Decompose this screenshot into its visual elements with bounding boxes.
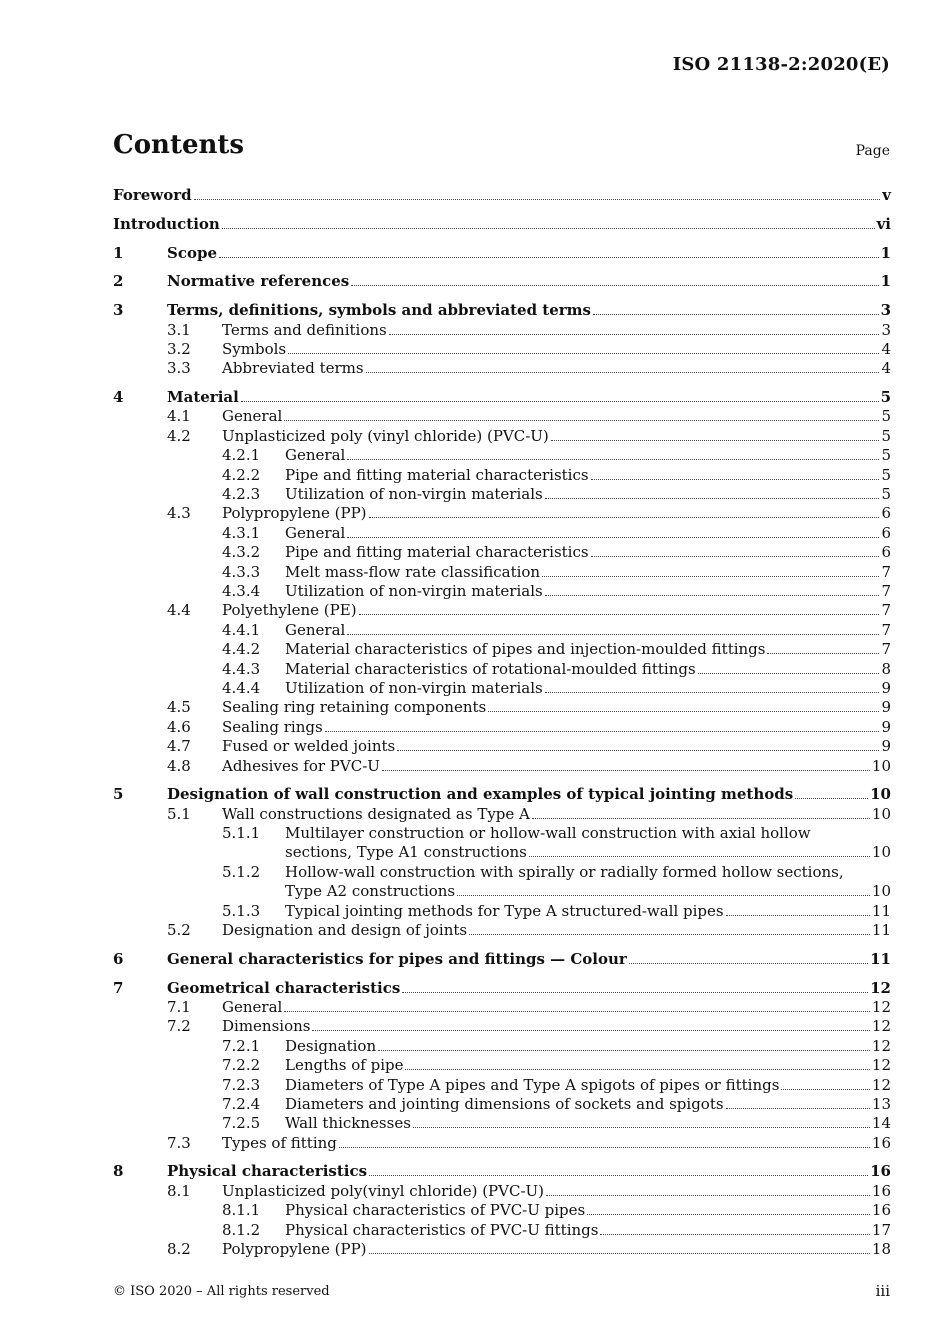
toc-entry-number: 7	[113, 978, 124, 997]
toc-entry-number: 3.1	[167, 320, 191, 339]
toc-entry-number: 5.1.2	[222, 862, 261, 881]
dot-leader	[402, 992, 868, 993]
toc-entry-title: Pipe and fitting material characteristics	[285, 465, 589, 484]
toc-entry-number: 7.2.2	[222, 1056, 261, 1075]
toc-entry-page: 16	[871, 1133, 891, 1152]
toc-entry-number: 7.2.3	[222, 1075, 261, 1094]
toc-entry-title: Designation of wall construction and examples of typical jointing methods	[167, 785, 794, 804]
toc-entry[interactable]	[113, 388, 891, 407]
toc-entry-page: 3	[881, 320, 891, 339]
dot-leader	[397, 750, 879, 751]
toc-entry-page: 10	[871, 882, 891, 901]
toc-entry-number: 2	[113, 272, 124, 291]
toc-entry-page: 10	[871, 804, 891, 823]
toc-entry-title: Hollow-wall construction with spirally or radially formed hollow sections,	[285, 862, 844, 881]
toc-entry-number: 8.1	[167, 1181, 191, 1200]
toc-entry-page: 4	[881, 359, 891, 378]
dot-leader	[488, 711, 879, 712]
toc-entry[interactable]	[113, 321, 891, 340]
toc-entry[interactable]	[113, 640, 891, 659]
toc-entry-page: 11	[871, 901, 891, 920]
toc-entry-title: General	[222, 407, 283, 426]
dot-leader	[781, 1089, 869, 1090]
dot-leader	[312, 1030, 869, 1031]
toc-entry[interactable]	[113, 979, 891, 998]
toc-entry-page: 5	[881, 465, 891, 484]
toc-entry-title: Geometrical characteristics	[167, 978, 401, 997]
toc-entry[interactable]	[113, 921, 891, 940]
toc-entry-number: 4.4	[167, 601, 191, 620]
toc-entry-title-continued: sections, Type A1 constructions	[285, 843, 527, 862]
dot-leader	[347, 634, 879, 635]
toc-entry-page: 5	[881, 485, 891, 504]
toc-entry-page: 10	[870, 785, 891, 804]
toc-entry-number: 4.2.2	[222, 465, 261, 484]
toc-entry-title: General	[222, 997, 283, 1016]
toc-entry[interactable]	[113, 340, 891, 359]
toc-entry-continuation[interactable]	[113, 882, 891, 901]
toc-entry-page: 7	[881, 620, 891, 639]
toc-entry[interactable]	[113, 1056, 891, 1075]
toc-entry[interactable]	[113, 1162, 891, 1181]
toc-entry-title-continued: Type A2 constructions	[285, 882, 456, 901]
toc-entry[interactable]	[113, 950, 891, 969]
toc-entry-title: Pipe and fitting material characteristics	[285, 543, 589, 562]
toc-entry-page: 5	[881, 407, 891, 426]
toc-entry[interactable]	[113, 863, 891, 882]
toc-entry[interactable]	[113, 524, 891, 543]
toc-entry-title: Wall thicknesses	[285, 1114, 411, 1133]
toc-entry-page: 17	[871, 1220, 891, 1239]
toc-entry-number: 7.2.5	[222, 1114, 261, 1133]
toc-entry-number: 4.2.3	[222, 485, 261, 504]
toc-entry-page: 11	[870, 949, 891, 968]
toc-entry-title: Utilization of non-virgin materials	[285, 485, 543, 504]
toc-entry-title: General	[285, 620, 346, 639]
toc-entry[interactable]	[113, 582, 891, 601]
toc-entry-number: 4.3.3	[222, 562, 261, 581]
toc-entry-title: Dimensions	[222, 1017, 311, 1036]
toc-entry-title: Polypropylene (PP)	[222, 504, 367, 523]
dot-leader	[369, 1175, 868, 1176]
dot-leader	[413, 1127, 870, 1128]
toc-entry-number: 4	[113, 388, 124, 407]
toc-entry[interactable]	[113, 485, 891, 504]
dot-leader	[378, 1050, 870, 1051]
toc-entry[interactable]	[113, 1037, 891, 1056]
toc-entry[interactable]	[113, 1201, 891, 1220]
toc-entry-title: Scope	[167, 243, 218, 262]
toc-entry-page: 12	[870, 978, 891, 997]
toc-entry-page: 16	[871, 1201, 891, 1220]
dot-leader	[347, 537, 879, 538]
dot-leader	[222, 228, 875, 229]
dot-leader	[288, 353, 879, 354]
toc-entry-number: 4.2.1	[222, 446, 261, 465]
toc-entry-page: 6	[881, 504, 891, 523]
page-title: Contents	[113, 130, 245, 160]
toc-entry-page: 12	[871, 1017, 891, 1036]
toc-entry[interactable]	[113, 215, 891, 234]
dot-leader	[366, 372, 880, 373]
toc-entry-page: 6	[881, 543, 891, 562]
toc-entry-number: 4.1	[167, 407, 191, 426]
toc-entry-title: Abbreviated terms	[222, 359, 364, 378]
toc-entry-title: Designation	[285, 1036, 377, 1055]
toc-entry-page: vi	[876, 214, 891, 233]
toc-entry[interactable]	[113, 621, 891, 640]
toc-entry[interactable]	[113, 1095, 891, 1114]
dot-leader	[767, 653, 879, 654]
toc-entry-page: 7	[881, 640, 891, 659]
toc-entry-number: 3	[113, 301, 124, 320]
toc-entry[interactable]	[113, 601, 891, 620]
toc-entry[interactable]	[113, 301, 891, 320]
toc-entry-number: 4.6	[167, 717, 191, 736]
toc-entry-title: Material characteristics of pipes and injection-moulded fittings	[285, 640, 766, 659]
dot-leader	[457, 895, 870, 896]
toc-entry-number: 4.4.2	[222, 640, 261, 659]
toc-entry-number: 4.4.1	[222, 620, 261, 639]
toc-entry-title: Polyethylene (PE)	[222, 601, 357, 620]
toc-entry-page: 7	[881, 562, 891, 581]
toc-entry-number: 4.3	[167, 504, 191, 523]
toc-entry[interactable]	[113, 272, 891, 291]
dot-leader	[726, 1108, 870, 1109]
toc-entry[interactable]	[113, 1221, 891, 1240]
toc-entry-page: 7	[881, 601, 891, 620]
dot-leader	[593, 314, 879, 315]
dot-leader	[284, 420, 879, 421]
dot-leader	[545, 595, 880, 596]
toc-entry-title: Diameters and jointing dimensions of sockets and spigots	[285, 1094, 724, 1113]
toc-entry-title: Lengths of pipe	[285, 1056, 404, 1075]
toc-entry-title: Sealing ring retaining components	[222, 698, 487, 717]
dot-leader	[347, 459, 879, 460]
toc-entry-title: Adhesives for PVC-U	[222, 756, 380, 775]
toc-entry-page: 3	[880, 301, 891, 320]
toc-entry[interactable]	[113, 446, 891, 465]
toc-entry-number: 8.1.2	[222, 1220, 261, 1239]
toc-entry[interactable]	[113, 1182, 891, 1201]
toc-entry-page: 13	[871, 1094, 891, 1113]
toc-entry[interactable]	[113, 998, 891, 1017]
toc-entry[interactable]	[113, 359, 891, 378]
dot-leader	[545, 498, 880, 499]
toc-entry[interactable]	[113, 1017, 891, 1036]
dot-leader	[359, 614, 880, 615]
dot-leader	[600, 1234, 869, 1235]
toc-entry[interactable]	[113, 427, 891, 446]
toc-entry-page: 8	[881, 659, 891, 678]
toc-entry[interactable]	[113, 785, 891, 804]
toc-entry-page: 18	[871, 1240, 891, 1259]
toc-entry-title: Physical characteristics of PVC-U pipes	[285, 1201, 586, 1220]
dot-leader	[241, 401, 879, 402]
toc-entry[interactable]	[113, 824, 891, 843]
toc-entry-page: v	[882, 186, 891, 204]
toc-entry-number: 4.3.1	[222, 523, 261, 542]
dot-leader	[382, 770, 870, 771]
dot-leader	[546, 1195, 870, 1196]
toc-entry-number: 4.3.2	[222, 543, 261, 562]
toc-entry-title: Melt mass-flow rate classification	[285, 562, 541, 581]
toc-entry-title: General	[285, 446, 346, 465]
toc-entry-title: Terms, definitions, symbols and abbreviated terms	[167, 301, 591, 320]
table-of-contents	[113, 186, 891, 1259]
toc-entry-page: 10	[871, 843, 891, 862]
toc-entry-number: 1	[113, 243, 124, 262]
dot-leader	[284, 1011, 870, 1012]
dot-leader	[351, 285, 878, 286]
toc-entry-number: 4.7	[167, 737, 191, 756]
toc-entry-page: 4	[881, 339, 891, 358]
toc-entry-title: Typical jointing methods for Type A structured-wall pipes	[285, 901, 724, 920]
toc-entry-title: Designation and design of joints	[222, 921, 468, 940]
toc-entry[interactable]	[113, 805, 891, 824]
footer-page-number: iii	[875, 1282, 890, 1300]
toc-entry-page: 5	[881, 426, 891, 445]
toc-entry[interactable]	[113, 543, 891, 562]
toc-entry-page: 16	[870, 1162, 891, 1181]
toc-entry[interactable]	[113, 244, 891, 263]
toc-entry-number: 5.1.1	[222, 824, 261, 843]
toc-entry-title: Material	[167, 388, 239, 407]
toc-entry-number: 3.3	[167, 359, 191, 378]
toc-entry-number: 4.2	[167, 426, 191, 445]
toc-entry-page: 14	[871, 1114, 891, 1133]
toc-entry-page: 16	[871, 1181, 891, 1200]
dot-leader	[339, 1147, 870, 1148]
toc-entry[interactable]	[113, 698, 891, 717]
dot-leader	[698, 673, 880, 674]
toc-entry-title: Fused or welded joints	[222, 737, 396, 756]
dot-leader	[587, 1214, 870, 1215]
toc-entry-number: 4.4.4	[222, 678, 261, 697]
toc-entry-title: Symbols	[222, 339, 287, 358]
toc-entry-number: 4.5	[167, 698, 191, 717]
toc-entry-title: Foreword	[113, 186, 192, 204]
toc-entry-number: 4.8	[167, 756, 191, 775]
toc-entry-page: 12	[871, 997, 891, 1016]
toc-entry-title: Types of fitting	[222, 1133, 337, 1152]
toc-entry-title: General characteristics for pipes and fittings — Colour	[167, 949, 627, 968]
toc-entry-page: 7	[881, 581, 891, 600]
toc-entry-number: 3.2	[167, 339, 191, 358]
toc-entry-number: 6	[113, 949, 124, 968]
toc-entry-number: 4.3.4	[222, 581, 261, 600]
toc-entry-page: 1	[880, 243, 891, 262]
toc-entry-title: Introduction	[113, 214, 220, 233]
toc-entry-title: Material characteristics of rotational-moulded fittings	[285, 659, 696, 678]
toc-entry-number: 7.2	[167, 1017, 191, 1036]
toc-entry-number: 7.3	[167, 1133, 191, 1152]
toc-entry-page: 10	[871, 756, 891, 775]
toc-entry[interactable]	[113, 660, 891, 679]
dot-leader	[405, 1069, 869, 1070]
toc-entry-title: Wall constructions designated as Type A	[222, 804, 530, 823]
document-id-header: ISO 21138-2:2020(E)	[672, 54, 890, 75]
toc-entry-number: 5.1.3	[222, 901, 261, 920]
toc-entry[interactable]	[113, 1240, 891, 1259]
toc-entry-number: 4.4.3	[222, 659, 261, 678]
toc-entry[interactable]	[113, 1076, 891, 1095]
dot-leader	[194, 199, 881, 200]
toc-entry-title: Normative references	[167, 272, 350, 291]
toc-entry-page: 9	[881, 717, 891, 736]
dot-leader	[369, 1253, 870, 1254]
toc-entry-number: 8	[113, 1162, 124, 1181]
toc-entry[interactable]	[113, 679, 891, 698]
toc-entry-title: Polypropylene (PP)	[222, 1240, 367, 1259]
toc-entry[interactable]	[113, 718, 891, 737]
toc-entry-title: Sealing rings	[222, 717, 323, 736]
toc-entry-title: Unplasticized poly(vinyl chloride) (PVC-U)	[222, 1181, 545, 1200]
dot-leader	[542, 576, 879, 577]
toc-entry-title: Physical characteristics	[167, 1162, 368, 1181]
toc-entry-number: 5	[113, 785, 124, 804]
dot-leader	[545, 692, 880, 693]
dot-leader	[325, 731, 880, 732]
toc-entry[interactable]	[113, 407, 891, 426]
toc-entry[interactable]	[113, 186, 891, 205]
toc-entry-number: 5.2	[167, 921, 191, 940]
toc-entry[interactable]	[113, 1114, 891, 1133]
toc-entry-title: Physical characteristics of PVC-U fittings	[285, 1220, 599, 1239]
dot-leader	[532, 818, 870, 819]
toc-entry-title: Multilayer construction or hollow-wall construction with axial hollow	[285, 824, 811, 843]
toc-entry-title: Utilization of non-virgin materials	[285, 678, 543, 697]
toc-entry[interactable]	[113, 504, 891, 523]
toc-entry[interactable]	[113, 737, 891, 756]
toc-entry-page: 9	[881, 737, 891, 756]
toc-entry[interactable]	[113, 466, 891, 485]
toc-entry[interactable]	[113, 757, 891, 776]
toc-entry-page: 11	[871, 921, 891, 940]
toc-entry[interactable]	[113, 902, 891, 921]
dot-leader	[369, 517, 880, 518]
toc-entry-page: 9	[881, 698, 891, 717]
toc-entry-title: Utilization of non-virgin materials	[285, 581, 543, 600]
toc-entry-number: 8.2	[167, 1240, 191, 1259]
toc-entry-number: 7.1	[167, 997, 191, 1016]
dot-leader	[591, 479, 880, 480]
toc-entry-page: 12	[871, 1056, 891, 1075]
toc-entry[interactable]	[113, 563, 891, 582]
toc-entry-continuation[interactable]	[113, 843, 891, 862]
toc-entry-number: 5.1	[167, 804, 191, 823]
toc-entry[interactable]	[113, 1134, 891, 1153]
dot-leader	[726, 915, 870, 916]
toc-entry-page: 12	[871, 1036, 891, 1055]
dot-leader	[551, 440, 880, 441]
toc-entry-title: Terms and definitions	[222, 320, 387, 339]
toc-entry-page: 12	[871, 1075, 891, 1094]
toc-entry-page: 6	[881, 523, 891, 542]
toc-entry-number: 7.2.4	[222, 1094, 261, 1113]
dot-leader	[389, 334, 880, 335]
toc-entry-number: 8.1.1	[222, 1201, 261, 1220]
toc-entry-page: 1	[880, 272, 891, 291]
dot-leader	[469, 934, 870, 935]
dot-leader	[629, 963, 868, 964]
dot-leader	[219, 257, 879, 258]
toc-entry-title: Unplasticized poly (vinyl chloride) (PVC-U)	[222, 426, 549, 445]
footer-copyright: © ISO 2020 – All rights reserved	[113, 1284, 330, 1299]
toc-entry-title: General	[285, 523, 346, 542]
dot-leader	[529, 856, 870, 857]
toc-entry-title: Diameters of Type A pipes and Type A spigots of pipes or fittings	[285, 1075, 780, 1094]
dot-leader	[795, 798, 868, 799]
toc-entry-page: 5	[881, 446, 891, 465]
dot-leader	[591, 556, 880, 557]
toc-entry-number: 7.2.1	[222, 1036, 261, 1055]
page-column-label: Page	[855, 143, 890, 159]
toc-entry-page: 5	[880, 388, 891, 407]
toc-entry-page: 9	[881, 678, 891, 697]
